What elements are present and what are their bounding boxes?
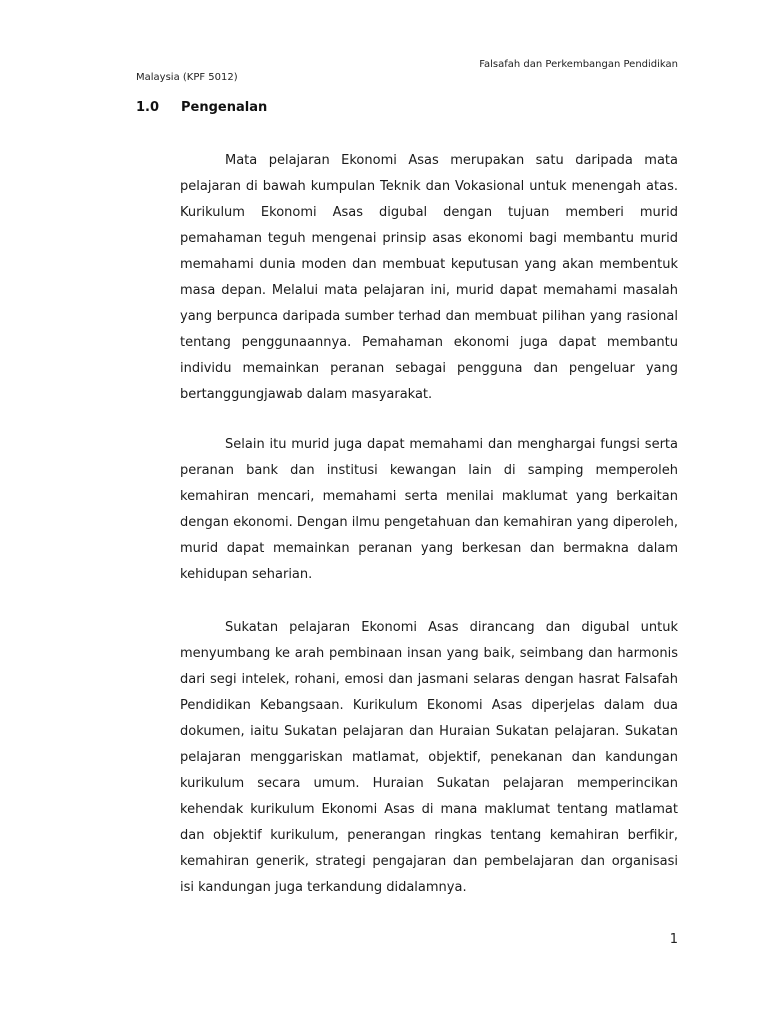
paragraph-2 xyxy=(180,432,678,588)
running-header-code: Malaysia (KPF 5012) xyxy=(136,72,238,83)
section-heading xyxy=(136,100,267,115)
paragraph-text: Selain itu murid juga dapat memahami dan menghargai fungsi serta peranan bank dan institusi kewangan lain di samping memperoleh kemahiran mencari, memahami serta menilai maklumat yang berkaitan dengan ekonomi. Dengan ilmu pengetahuan dan kemahiran yang diperoleh, murid dapat memainkan peranan yang berkesan dan bermakna dalam kehidupan seharian. xyxy=(180,437,678,582)
paragraph-text: Mata pelajaran Ekonomi Asas merupakan satu daripada mata pelajaran di bawah kumpulan Teknik dan Vokasional untuk menengah atas. Kurikulum Ekonomi Asas digubal dengan tujuan memberi murid pemahaman teguh mengenai prinsip asas ekonomi bagi membantu murid memahami dunia moden dan membuat keputusan yang akan membentuk masa depan. Melalui mata pelajaran ini, murid dapat memahami masalah yang berpunca daripada sumber terhad dan membuat pilihan yang rasional tentang penggunaannya. Pemahaman ekonomi juga dapat membantu individu memainkan peranan sebagai pengguna dan pengeluar yang bertanggungjawab dalam masyarakat. xyxy=(180,153,678,402)
page-number: 1 xyxy=(669,932,678,947)
paragraph-3 xyxy=(180,615,678,901)
section-title: Pengenalan xyxy=(181,100,268,115)
running-header-title: Falsafah dan Perkembangan Pendidikan xyxy=(479,59,678,70)
paragraph-text: Sukatan pelajaran Ekonomi Asas dirancang dan digubal untuk menyumbang ke arah pembinaan insan yang baik, seimbang dan harmonis dari segi intelek, rohani, emosi dan jasmani selaras dengan hasrat Falsafah Pendidikan Kebangsaan. Kurikulum Ekonomi Asas diperjelas dalam dua dokumen, iaitu Sukatan pelajaran dan Huraian Sukatan pelajaran. Sukatan pelajaran menggariskan matlamat, objektif, penekanan dan kandungan kurikulum secara umum. Huraian Sukatan pelajaran memperincikan kehendak kurikulum Ekonomi Asas di mana maklumat tentang matlamat dan objektif kurikulum, penerangan ringkas tentang kemahiran berfikir, kemahiran generik, strategi pengajaran dan pembelajaran dan organisasi isi kandungan juga terkandung didalamnya. xyxy=(180,620,678,895)
paragraph-1 xyxy=(180,148,678,408)
section-number: 1.0 xyxy=(136,100,160,115)
